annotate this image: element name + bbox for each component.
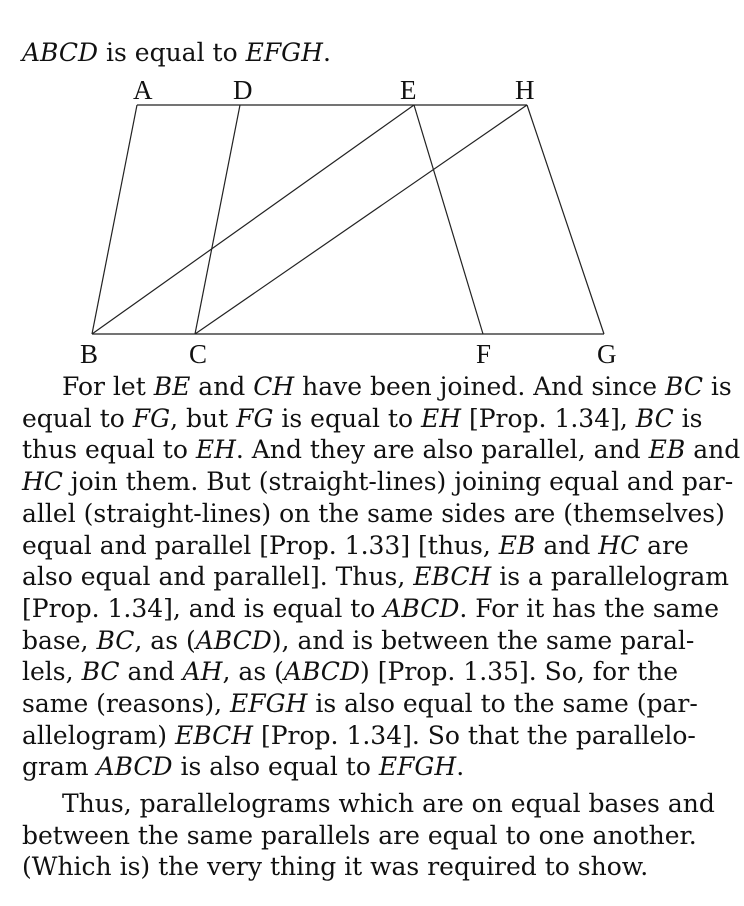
text-run: , but	[170, 403, 237, 433]
label-H: H	[515, 75, 535, 105]
math-term: BC	[665, 372, 703, 401]
text-run: lels,	[22, 657, 82, 687]
conclusion-paragraph	[22, 788, 715, 883]
proof-paragraph	[22, 371, 741, 783]
line-BE	[92, 105, 414, 334]
intro-period: .	[322, 38, 331, 67]
text-run: ), and is between the same paral-	[271, 625, 695, 655]
math-term: BC	[96, 625, 135, 655]
text-run: allel (straight-lines) on the same sides are (themselves)	[22, 498, 725, 528]
math-term: CH	[253, 372, 295, 401]
math-term: EB	[648, 435, 686, 465]
math-term: ABCD	[195, 625, 272, 655]
text-run: is equal to	[273, 403, 421, 433]
text-line	[22, 561, 729, 593]
text-run: (Which is) the very thing it was required to show.	[22, 852, 649, 882]
text-run: between the same parallels are equal to one another.	[22, 820, 697, 850]
text-run: [Prop. 1.34], and is equal to	[22, 593, 384, 623]
text-run: is	[673, 403, 703, 433]
text-run: , as (	[222, 657, 284, 687]
label-C: C	[189, 339, 208, 369]
text-run: and	[190, 372, 254, 401]
math-term: EH	[420, 403, 462, 433]
text-line	[22, 434, 741, 466]
text-line	[22, 751, 678, 783]
math-term: BE	[153, 372, 191, 401]
text-run: equal and parallel [Prop. 1.33] [thus,	[22, 530, 499, 560]
text-run: and	[535, 530, 599, 560]
text-run: . And they are also parallel, and	[235, 435, 649, 465]
text-run: is also equal to the same (par-	[307, 689, 698, 719]
math-term: EB	[498, 530, 536, 560]
text-run: , as (	[134, 625, 196, 655]
text-run: same (reasons),	[22, 689, 231, 719]
math-term: EH	[195, 435, 236, 465]
text-run: For let	[62, 372, 154, 401]
text-run: also equal and parallel]. Thus,	[22, 562, 414, 592]
math-term: FG	[132, 403, 171, 433]
math-term: EFGH	[230, 689, 308, 719]
label-D: D	[233, 75, 253, 105]
text-line	[22, 788, 715, 820]
line-CH	[195, 105, 527, 334]
label-B: B	[80, 339, 99, 369]
text-line	[22, 371, 732, 403]
math-efgh: EFGH	[245, 38, 323, 67]
label-F: F	[476, 339, 492, 369]
math-term: HC	[598, 530, 640, 560]
text-line	[22, 625, 695, 657]
text-run: equal to	[22, 403, 133, 433]
text-line	[22, 688, 698, 720]
math-term: AH	[182, 657, 223, 687]
math-term: ABCD	[283, 657, 360, 687]
text-run: .	[456, 752, 465, 782]
text-run: is a parallelogram	[491, 562, 729, 592]
text-run: [Prop. 1.34],	[461, 403, 636, 433]
text-run: . For it has the same	[459, 593, 720, 623]
text-run: Thus, parallelograms which are on equal bases and	[62, 789, 715, 818]
line-HG	[527, 105, 604, 334]
math-term: EFGH	[378, 752, 457, 782]
text-line	[22, 498, 725, 530]
math-term: FG	[236, 403, 274, 433]
intro-text: is equal to	[98, 38, 246, 67]
label-G: G	[597, 339, 617, 369]
text-run: ) [Prop. 1.35]. So, for the	[359, 657, 679, 687]
text-run: and	[685, 435, 741, 465]
math-term: HC	[22, 467, 63, 497]
text-line	[22, 656, 678, 688]
math-term: EBCH	[175, 720, 254, 750]
text-run: have been joined. And since	[294, 372, 666, 401]
line-DC	[195, 105, 240, 334]
text-run: allelogram)	[22, 720, 176, 750]
text-line	[22, 820, 697, 852]
text-run: thus equal to	[22, 435, 196, 465]
text-line	[22, 720, 696, 752]
text-run: is also equal to	[172, 752, 379, 782]
text-run: join them. But (straight-lines) joining equal and par-	[62, 467, 734, 497]
math-abcd: ABCD	[22, 38, 99, 67]
math-term: ABCD	[383, 593, 460, 623]
math-term: BC	[81, 657, 120, 687]
text-run: [Prop. 1.34]. So that the parallelo-	[253, 720, 696, 750]
text-run: base,	[22, 625, 97, 655]
math-term: EBCH	[413, 562, 492, 592]
math-term: BC	[635, 403, 674, 433]
text-run: and	[119, 657, 183, 687]
text-run: gram	[22, 752, 97, 782]
math-term: ABCD	[96, 752, 173, 782]
text-line	[22, 851, 678, 883]
text-line	[22, 466, 734, 498]
label-E: E	[400, 75, 417, 105]
line-EF	[414, 105, 483, 334]
text-line	[22, 403, 703, 435]
text-run: are	[639, 530, 689, 560]
line-AB	[92, 105, 137, 334]
text-line	[22, 530, 689, 562]
text-line	[22, 593, 720, 625]
label-A: A	[133, 75, 153, 105]
text-run: is	[702, 372, 732, 401]
